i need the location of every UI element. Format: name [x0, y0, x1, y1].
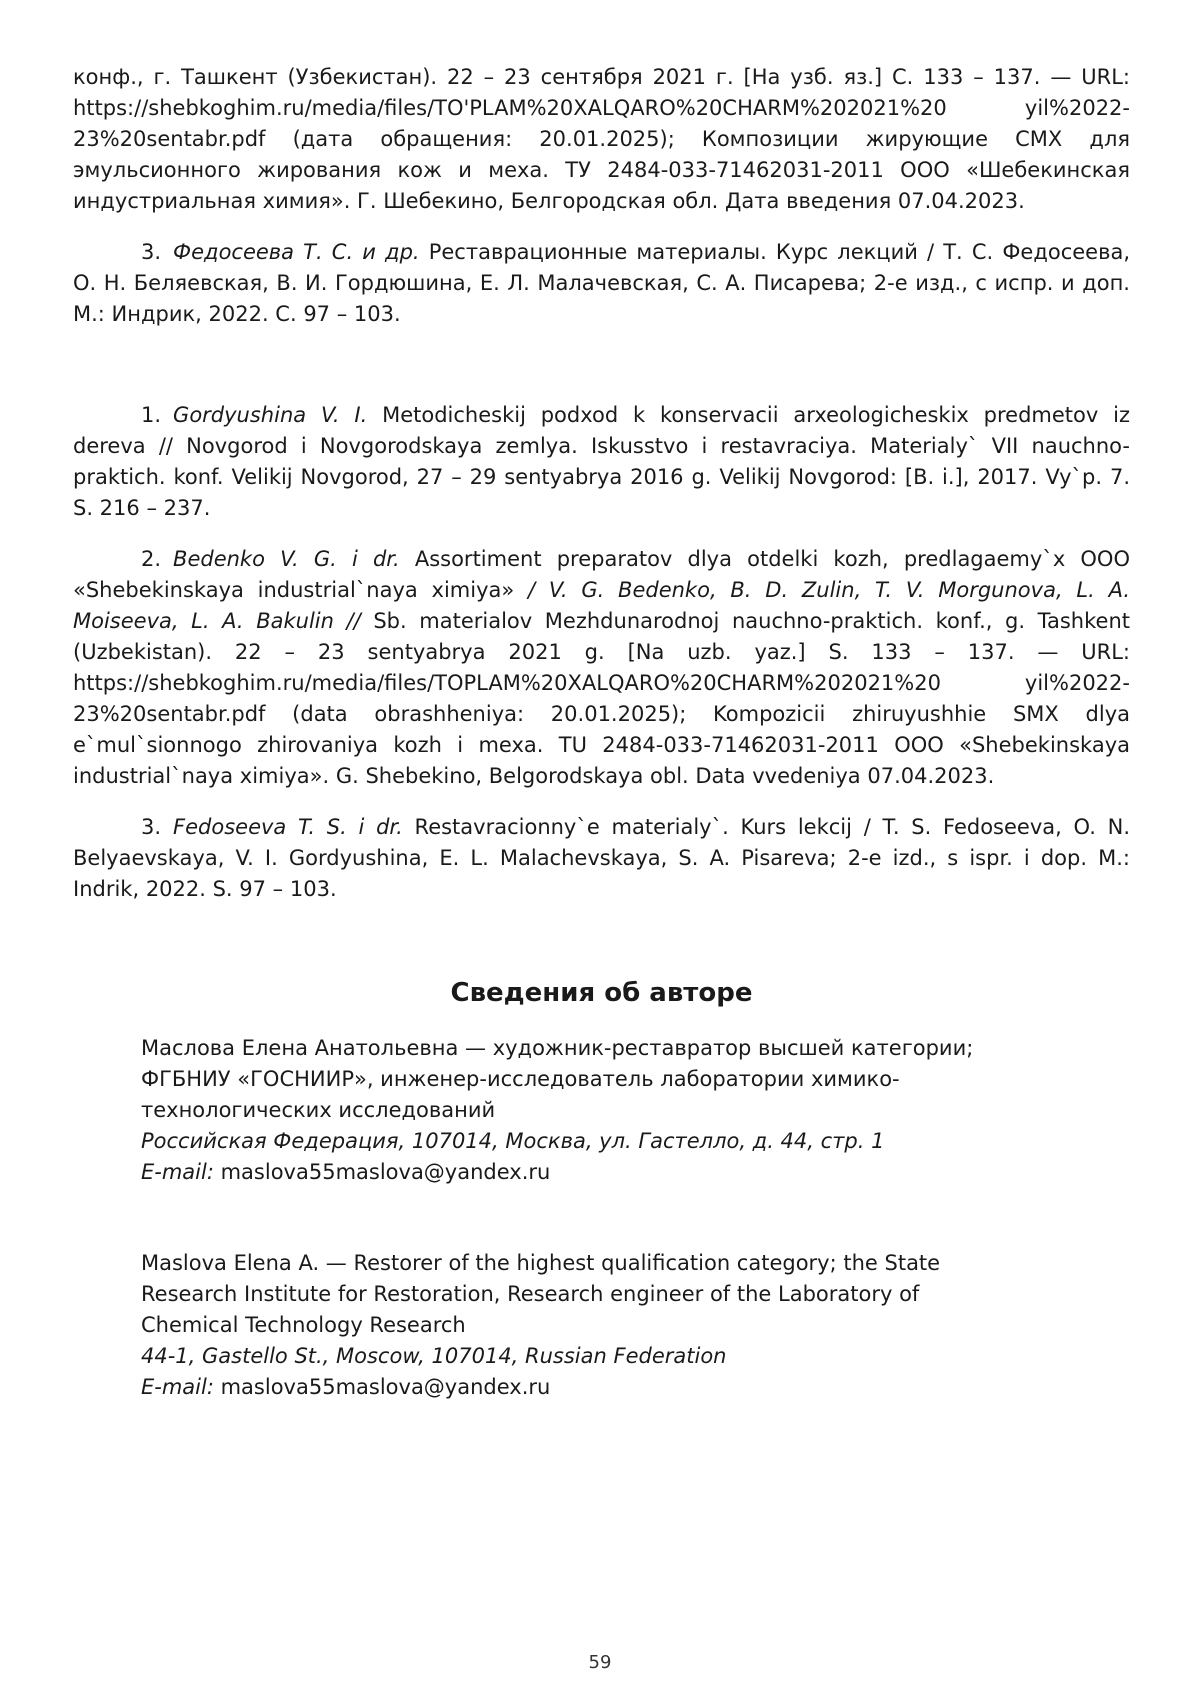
reference-en-3	[73, 812, 1130, 905]
author-email-line	[141, 1372, 1130, 1403]
reference-text: Metodicheskij podxod k konservacii arxeologicheskix predmetov iz dereva // Novgorod i Novgorodskaya zemlya. Iskusstvo i restavraciya. Materialy` VII nauchno-praktich. konf. Velikij Novgorod, 27 – 29 sentyabrya 2016 g. Velikij Novgorod: [B. i.], 2017. Vy`p. 7. S. 216 – 237.	[73, 403, 1130, 520]
reference-text: Assortiment preparatov dlya otdelki kozh, predlagaemy`x OOO «Shebekinskaya industrial`naya ximiya»	[73, 547, 1130, 602]
reference-author: Федосеева Т. С. и др.	[173, 240, 420, 264]
reference-number: 3.	[141, 240, 162, 264]
reference-number: 3.	[141, 815, 162, 839]
author-email-line	[141, 1157, 1130, 1188]
author-line: Маслова Елена Анатольевна — художник-реставратор высшей категории;	[141, 1036, 974, 1060]
author-line: технологических исследований	[141, 1098, 496, 1122]
reference-editors: / V. G. Bedenko, B. D. Zulin, T. V. Morgunova, L. A. Moiseeva, L. A. Bakulin //	[73, 578, 1131, 633]
page-number: 59	[588, 1652, 612, 1673]
reference-author: Gordyushina V. I.	[173, 403, 368, 427]
email-address[interactable]: maslova55maslova@yandex.ru	[213, 1160, 551, 1184]
author-info-ru	[141, 1033, 1130, 1188]
page-content	[73, 62, 1130, 1403]
reference-number: 1.	[141, 403, 162, 427]
author-address: 44-1, Gastello St., Moscow, 107014, Russian Federation	[141, 1344, 727, 1368]
email-label: E-mail:	[141, 1375, 214, 1399]
reference-text: конф., г. Ташкент (Узбекистан). 22 – 23 сентября 2021 г. [На узб. яз.] С. 133 – 137. — URL: https://shebkoghim.ru/media/files/TO'PLAM%20XALQARO%20CHARM%202021%20 yil%2022-23%20sentabr.pdf (дата обращения: 20.01.2025); Композиции жирующие СМХ для эмульсионного жирования кож и меха. ТУ 2484-033-71462031-2011 ООО «Шебекинская индустриальная химия». Г. Шебекино, Белгородская обл. Дата введения 07.04.2023.	[73, 65, 1130, 213]
reference-ru-3	[73, 237, 1130, 330]
author-line: Maslova Elena A. — Restorer of the highest qualification category; the State	[141, 1251, 941, 1275]
author-line: Research Institute for Restoration, Research engineer of the Laboratory of	[141, 1282, 920, 1306]
reference-en-2	[73, 544, 1130, 792]
reference-text: Реставрационные материалы. Курс лекций / Т. С. Федосеева, О. Н. Беляевская, В. И. Гордюшина, Е. Л. Малачевская, С. А. Писарева; 2-е изд., с испр. и доп. М.: Индрик, 2022. С. 97 – 103.	[73, 240, 1131, 326]
reference-text: Restavracionny`e materialy`. Kurs lekcij / T. S. Fedoseeva, O. N. Belyaevskaya, V. I. Gordyushina, E. L. Malachevskaya, S. A. Pisareva; 2-e izd., s ispr. i dop. M.: Indrik, 2022. S. 97 – 103.	[73, 815, 1130, 901]
email-address[interactable]: maslova55maslova@yandex.ru	[213, 1375, 551, 1399]
reference-number: 2.	[141, 547, 162, 571]
author-info-en	[141, 1248, 1130, 1403]
author-address: Российская Федерация, 107014, Москва, ул. Гастелло, д. 44, стр. 1	[141, 1129, 885, 1153]
reference-ru-continuation	[73, 62, 1130, 217]
author-line: ФГБНИУ «ГОСНИИР», инженер-исследователь лаборатории химико-	[141, 1067, 900, 1091]
reference-author: Fedoseeva T. S. i dr.	[173, 815, 403, 839]
author-line: Chemical Technology Research	[141, 1313, 466, 1337]
reference-author: Bedenko V. G. i dr.	[173, 547, 400, 571]
section-title: Сведения об авторе	[450, 978, 753, 1008]
reference-text-continued: Sb. materialov Mezhdunarodnoj nauchno-praktich. konf., g. Tashkent (Uzbekistan). 22 – 23 sentyabrya 2021 g. [Na uzb. yaz.] S. 133 – 137. — URL: https://shebkoghim.ru/media/files/TOPLAM%20XALQARO%20CHARM%202021%20 yil%2022-23%20sentabr.pdf (data obrashheniya: 20.01.2025); Kompozicii zhiruyushhie SMX dlya e`mul`sionnogo zhirovaniya kozh i mexa. TU 2484-033-71462031-2011 OOO «Shebekinskaya industrial`naya ximiya». G. Shebekino, Belgorodskaya obl. Data vvedeniya 07.04.2023.	[73, 609, 1130, 788]
reference-en-1	[73, 400, 1130, 524]
email-label: E-mail:	[141, 1160, 214, 1184]
